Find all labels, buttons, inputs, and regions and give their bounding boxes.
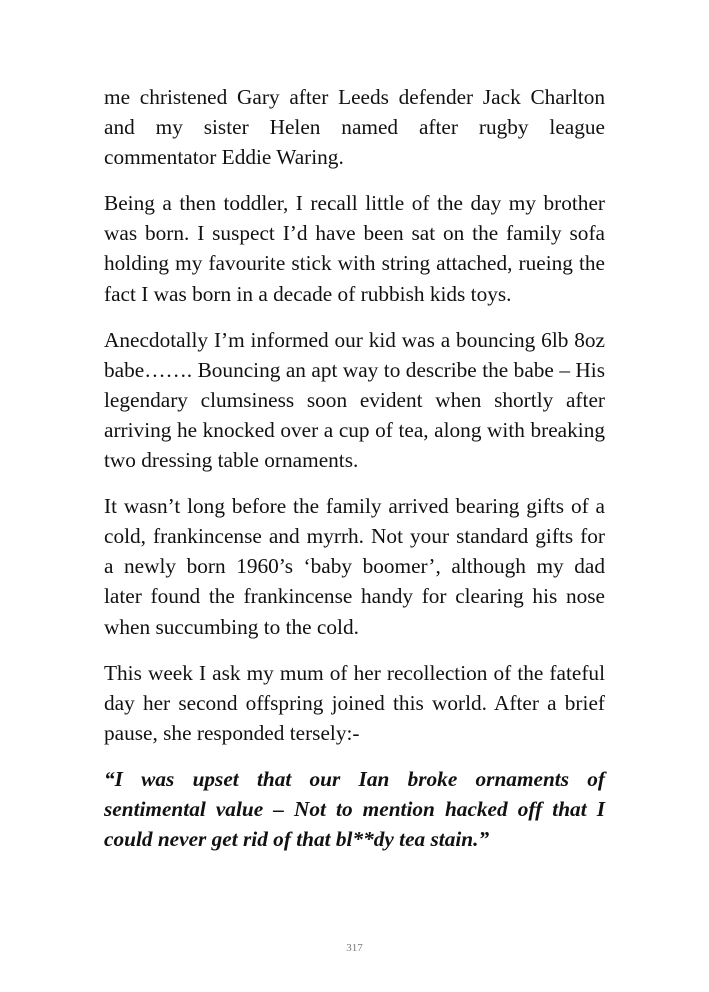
paragraph: It wasn’t long before the family arrived bearing gifts of a cold, frankincense and myrrh. Not your standard gifts for a newly born 1960’s ‘baby boomer’, although my dad later found the frankincense handy for clearing his nose when succumbing to the cold. — [104, 494, 605, 639]
page-number: 317 — [346, 942, 363, 954]
paragraph: me christened Gary after Leeds defender Jack Charlton and my sister Helen named after rugby league commentator Eddie Waring. — [104, 85, 605, 170]
paragraph: This week I ask my mum of her recollection of the fateful day her second offspring joined this world. After a brief pause, she responded tersely:- — [104, 660, 605, 745]
quote: “I was upset that our Ian broke ornaments of sentimental value – Not to mention hacked off that I could never get rid of that bl**dy tea stain.” — [104, 766, 605, 852]
paragraph: Anecdotally I’m informed our kid was a bouncing 6lb 8oz babe……. Bouncing an apt way to describe the babe – His legendary clumsiness soon evident when shortly after arriving he knocked over a cup of tea, along with breaking two dressing table ornaments. — [104, 327, 605, 473]
body-text — [104, 82, 605, 854]
paragraph: Being a then toddler, I recall little of the day my brother was born. I suspect I’d have been sat on the family sofa holding my favourite stick with string attached, rueing the fact I was born in a decade of rubbish kids toys. — [104, 191, 605, 306]
